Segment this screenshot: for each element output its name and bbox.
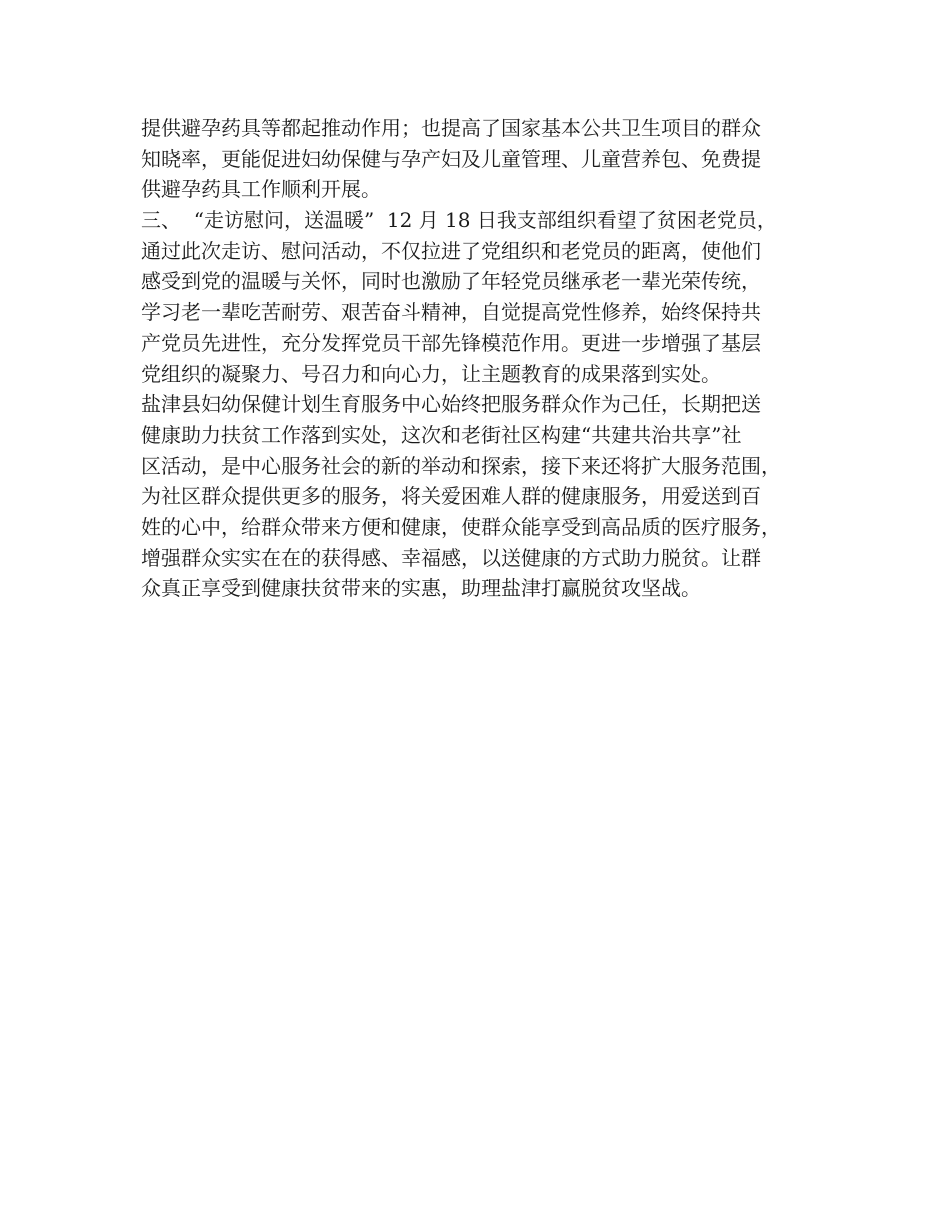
text-line: 提供避孕药具等都起推动作用；也提高了国家基本公共卫生项目的群众 — [141, 116, 761, 140]
text-line: 健康助力扶贫工作落到实处，这次和老街社区构建“共建共治共享”社 — [141, 422, 742, 447]
text-line: 为社区群众提供更多的服务，将关爱困难人群的健康服务，用爱送到百 — [141, 484, 761, 509]
text-line: 产党员先进性，充分发挥党员干部先锋模范作用。更进一步增强了基层 — [141, 330, 761, 355]
text-line: 学习老一辈吃苦耐劳、艰苦奋斗精神，自觉提高党性修养，始终保持共 — [141, 300, 761, 325]
text-line: 区活动，是中心服务社会的新的举动和探索，接下来还将扩大服务范围， — [141, 453, 781, 478]
text-line: 党组织的凝聚力、号召力和向心力，让主题教育的成果落到实处。 — [141, 361, 721, 386]
text-line: 供避孕药具工作顺利开展。 — [141, 177, 381, 202]
document-body — [141, 113, 831, 604]
section-heading-line: 三、 “走访慰问，送温暖” 12 月 18 日我支部组织看望了贫困老党员， — [141, 208, 777, 233]
text-line: 众真正享受到健康扶贫带来的实惠，助理盐津打赢脱贫攻坚战。 — [141, 576, 701, 601]
text-line: 感受到党的温暖与关怀，同时也激励了年轻党员继承老一辈光荣传统， — [141, 269, 761, 294]
text-line: 知晓率，更能促进妇幼保健与孕产妇及儿童管理、儿童营养包、免费提 — [141, 146, 761, 171]
text-line: 通过此次走访、慰问活动，不仅拉进了党组织和老党员的距离，使他们 — [141, 238, 761, 263]
text-line: 增强群众实实在在的获得感、幸福感，以送健康的方式助力脱贫。让群 — [141, 545, 761, 570]
text-line: 姓的心中，给群众带来方便和健康，使群众能享受到高品质的医疗服务， — [141, 514, 781, 539]
text-line: 盐津县妇幼保健计划生育服务中心始终把服务群众作为己任，长期把送 — [141, 392, 761, 417]
